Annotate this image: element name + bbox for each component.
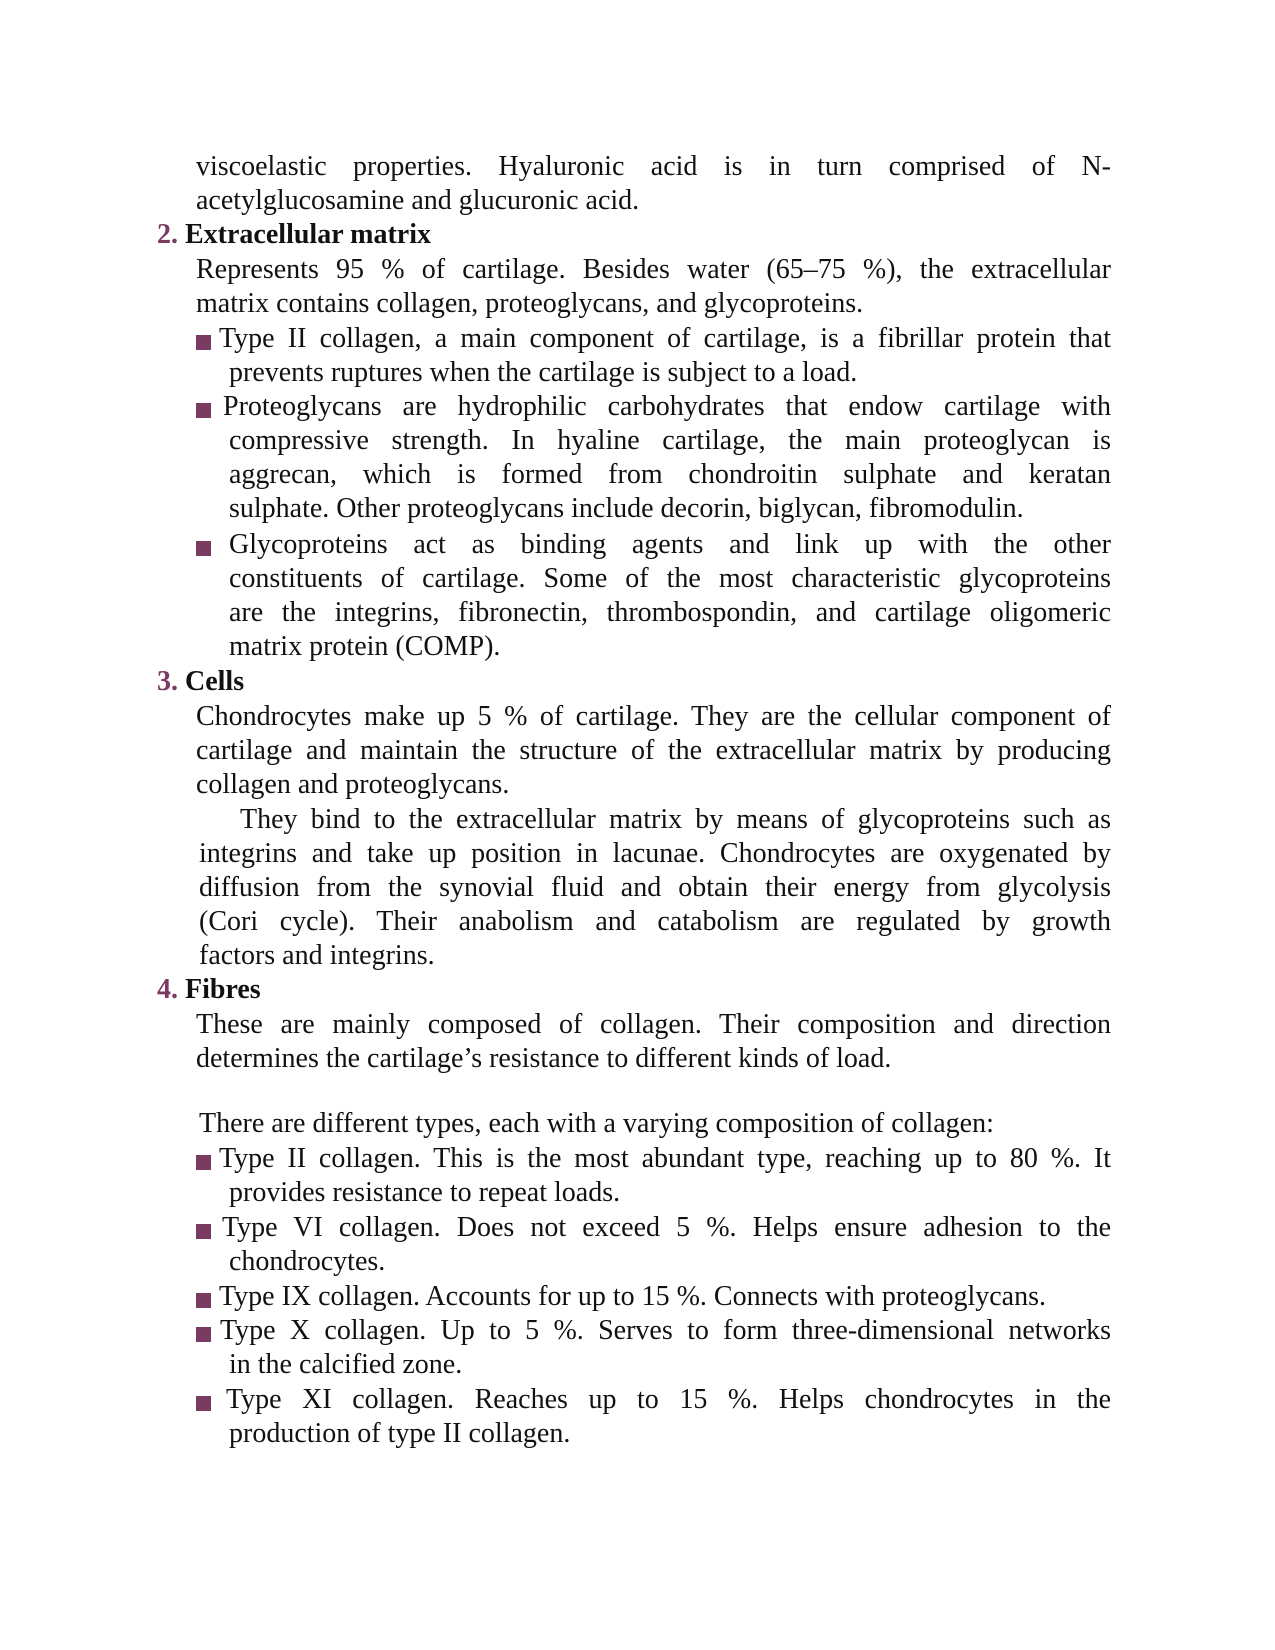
paragraph-line: cartilage and maintain the structure of the extracellular matrix by producing (196, 735, 1111, 766)
square-bullet-icon (196, 1155, 211, 1170)
section-title: Extracellular matrix (185, 219, 431, 250)
square-bullet-icon (196, 403, 211, 418)
paragraph-line: determines the cartilage’s resistance to different kinds of load. (196, 1043, 892, 1074)
bullet-line: production of type II collagen. (229, 1418, 571, 1449)
section-heading-extracellular-matrix (157, 218, 431, 252)
list-intro-line: There are different types, each with a varying composition of collagen: (199, 1108, 994, 1139)
bullet-line: sulphate. Other proteoglycans include decorin, biglycan, fibromodulin. (229, 493, 1024, 524)
paragraph-line: Chondrocytes make up 5 % of cartilage. They are the cellular component of (196, 701, 1111, 732)
bullet-line: Type IX collagen. Accounts for up to 15 %. Connects with proteoglycans. (219, 1281, 1046, 1312)
bullet-line: Type II collagen, a main component of cartilage, is a fibrillar protein that (219, 323, 1111, 354)
bullet-line: Type XI collagen. Reaches up to 15 %. Helps chondrocytes in the (226, 1384, 1111, 1415)
paragraph-line: diffusion from the synovial fluid and obtain their energy from glycolysis (199, 872, 1111, 903)
square-bullet-icon (196, 1327, 211, 1342)
paragraph-line: These are mainly composed of collagen. Their composition and direction (196, 1009, 1111, 1040)
section-heading-cells (157, 665, 244, 699)
square-bullet-icon (196, 335, 211, 350)
bullet-line: Proteoglycans are hydrophilic carbohydrates that endow cartilage with (223, 391, 1111, 422)
paragraph-line: collagen and proteoglycans. (196, 769, 510, 800)
paragraph-line: (Cori cycle). Their anabolism and catabolism are regulated by growth (199, 906, 1111, 937)
bullet-line: aggrecan, which is formed from chondroitin sulphate and keratan (229, 459, 1111, 490)
paragraph-line: integrins and take up position in lacunae. Chondrocytes are oxygenated by (199, 838, 1111, 869)
square-bullet-icon (196, 1224, 211, 1239)
section-number: 3. (157, 666, 178, 697)
bullet-line: matrix protein (COMP). (229, 631, 501, 662)
bullet-line: provides resistance to repeat loads. (229, 1177, 621, 1208)
section-title: Fibres (185, 974, 261, 1005)
intro-line: viscoelastic properties. Hyaluronic acid is in turn comprised of N- (196, 151, 1111, 182)
bullet-line: are the integrins, fibronectin, thrombospondin, and cartilage oligomeric (229, 597, 1111, 628)
bullet-line: prevents ruptures when the cartilage is subject to a load. (229, 357, 858, 388)
bullet-line: Type II collagen. This is the most abundant type, reaching up to 80 %. It (219, 1143, 1111, 1174)
bullet-line: Type X collagen. Up to 5 %. Serves to form three-dimensional networks (220, 1315, 1111, 1346)
section-title: Cells (185, 666, 245, 697)
section-number: 2. (157, 219, 178, 250)
paragraph-line: factors and integrins. (199, 940, 435, 971)
paragraph-line: matrix contains collagen, proteoglycans, and glycoproteins. (196, 288, 864, 319)
section-number: 4. (157, 974, 178, 1005)
bullet-line: Type VI collagen. Does not exceed 5 %. Helps ensure adhesion to the (222, 1212, 1111, 1243)
bullet-line: in the calcified zone. (229, 1349, 463, 1380)
bullet-line: constituents of cartilage. Some of the most characteristic glycoproteins (229, 563, 1111, 594)
bullet-line: chondrocytes. (229, 1246, 386, 1277)
paragraph-line: They bind to the extracellular matrix by means of glycoproteins such as (240, 804, 1111, 835)
square-bullet-icon (196, 541, 211, 556)
bullet-line: Glycoproteins act as binding agents and link up with the other (229, 529, 1111, 560)
square-bullet-icon (196, 1396, 211, 1411)
intro-line: acetylglucosamine and glucuronic acid. (196, 185, 640, 216)
square-bullet-icon (196, 1293, 211, 1308)
paragraph-line: Represents 95 % of cartilage. Besides water (65–75 %), the extracellular (196, 254, 1111, 285)
bullet-line: compressive strength. In hyaline cartilage, the main proteoglycan is (229, 425, 1111, 456)
section-heading-fibres (157, 973, 261, 1007)
